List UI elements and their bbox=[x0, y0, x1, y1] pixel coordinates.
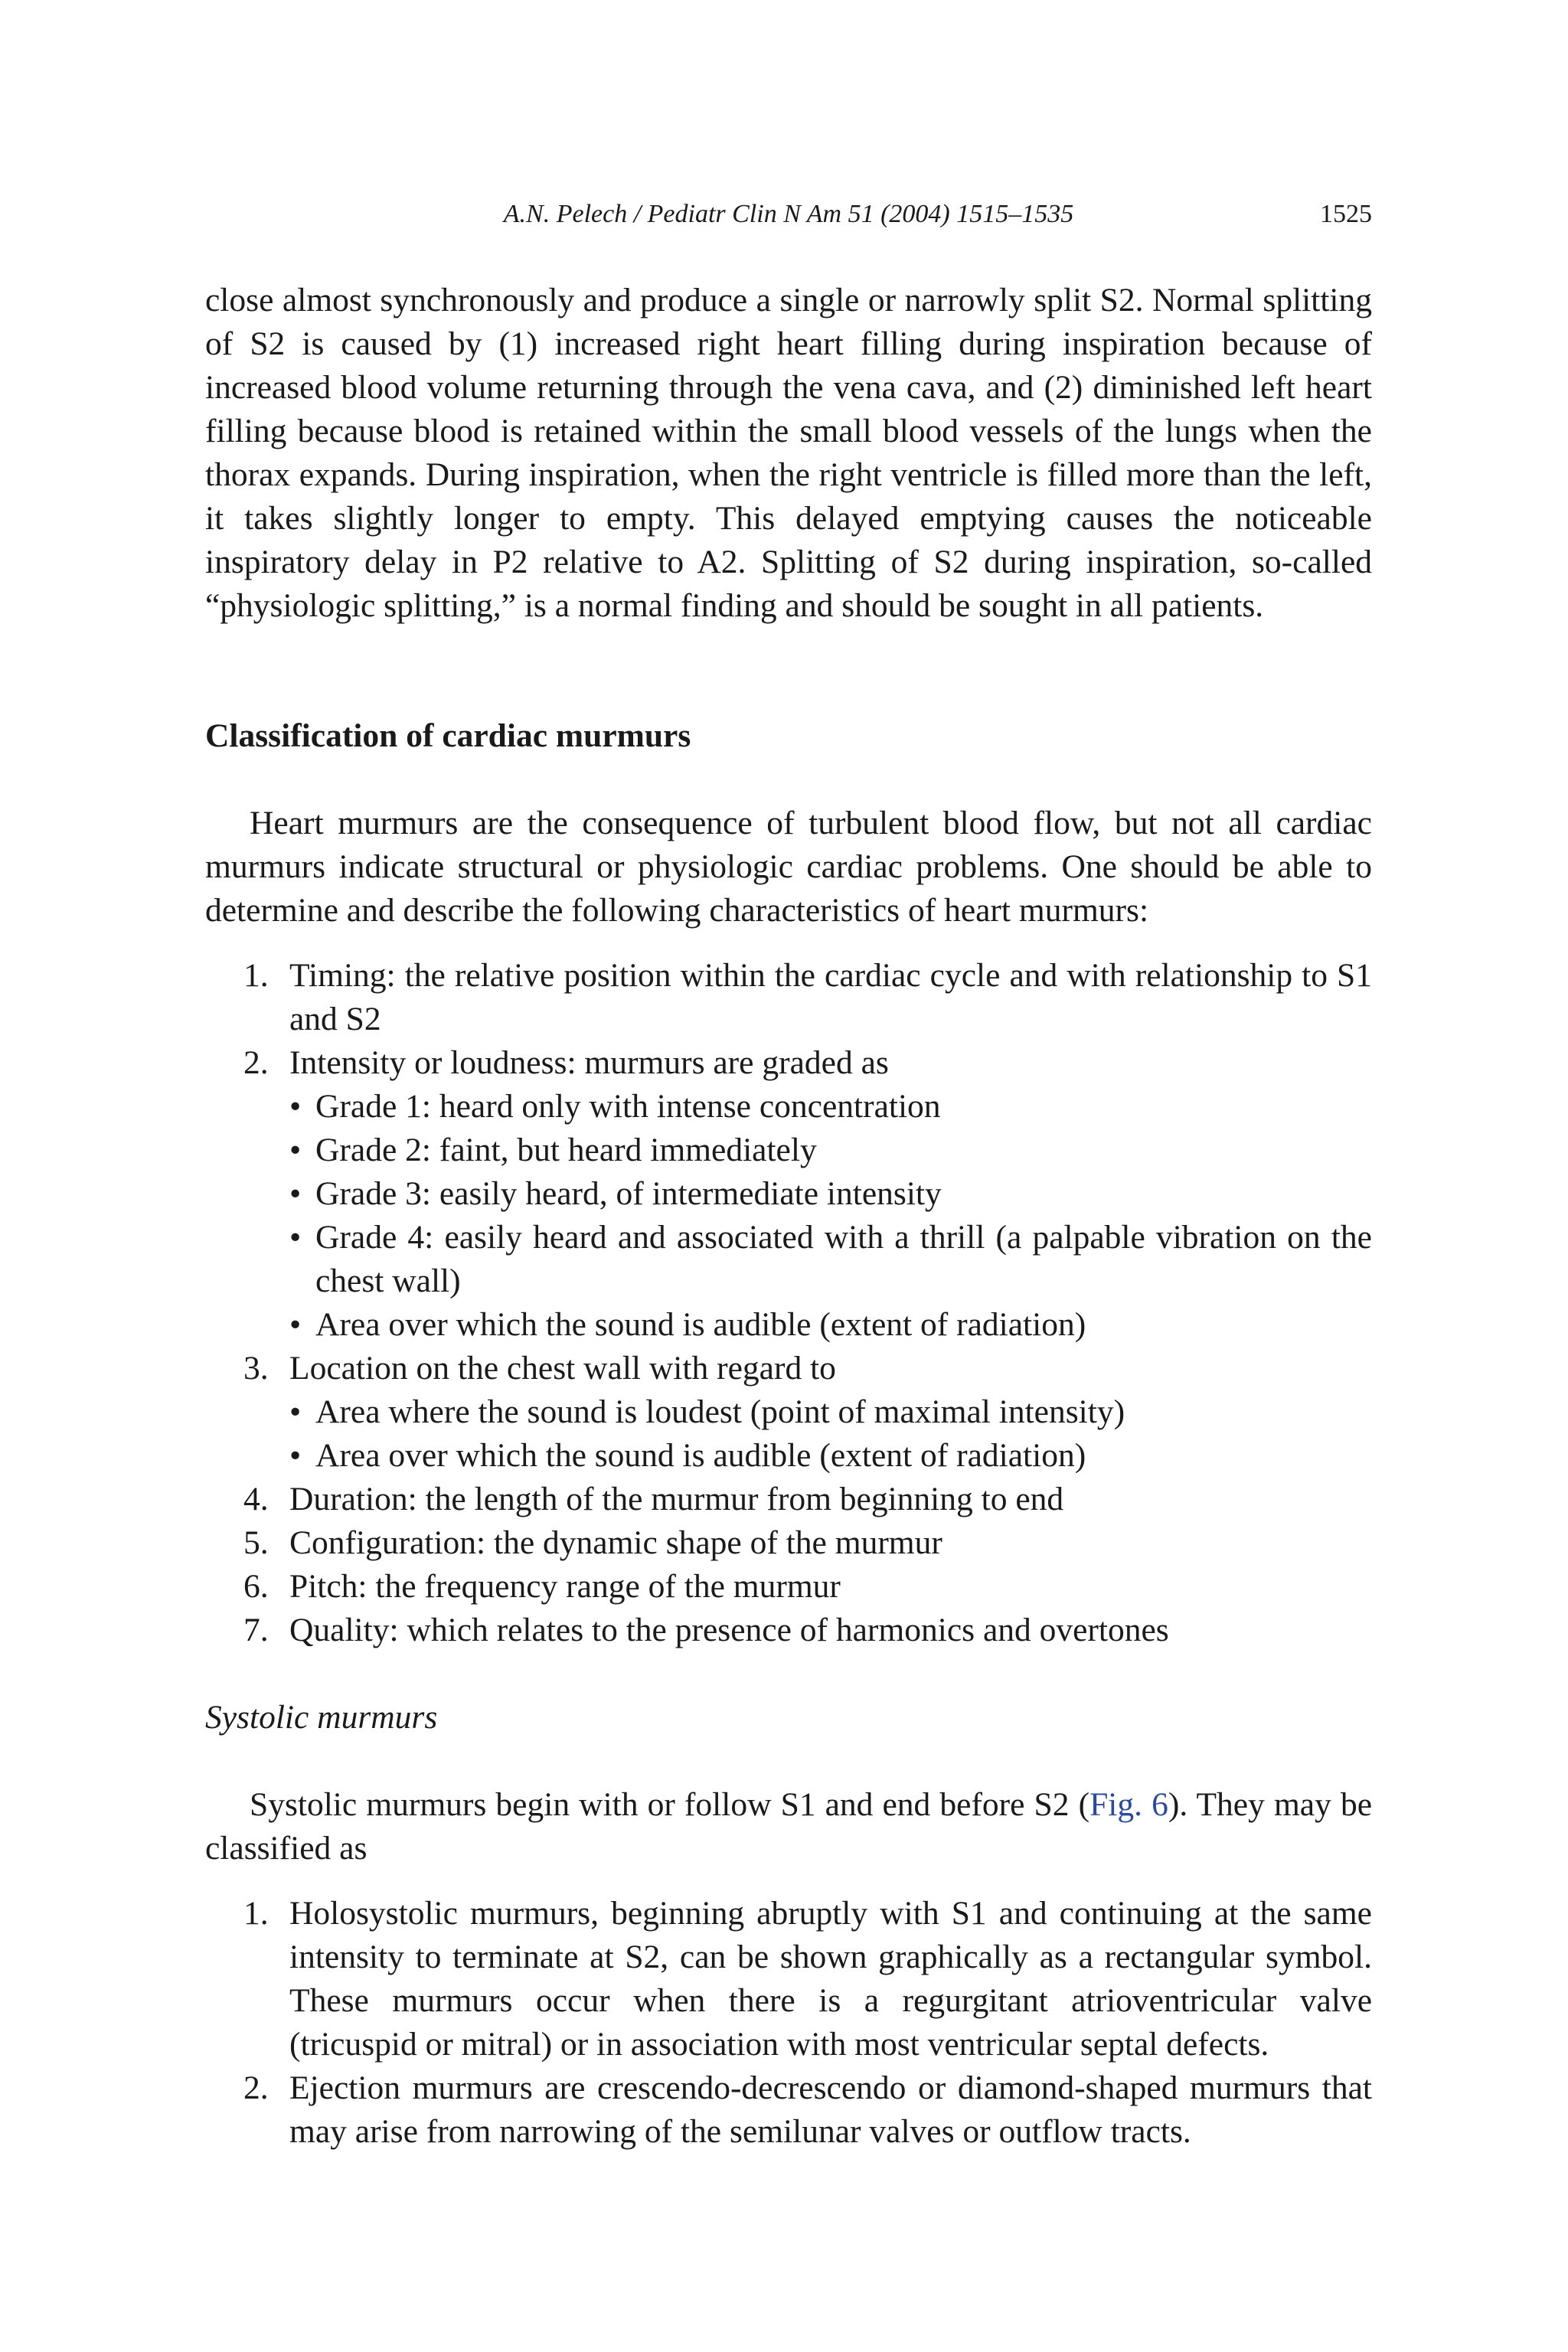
subsection-heading-systolic: Systolic murmurs bbox=[205, 1699, 438, 1736]
list-number: 2. bbox=[243, 2069, 269, 2106]
systolic-text-after: ). They may be classified as bbox=[205, 1786, 1372, 1867]
systolic-paragraph bbox=[205, 1783, 1372, 1870]
page-header bbox=[205, 196, 1372, 233]
list-item-text: Pitch: the frequency range of the murmur bbox=[289, 1568, 841, 1605]
bullet-text: Grade 2: faint, but heard immediately bbox=[315, 1132, 817, 1168]
list-item-text: Quality: which relates to the presence of harmonics and overtones bbox=[289, 1612, 1169, 1648]
page-number: 1525 bbox=[1320, 200, 1372, 228]
bullet-symbol: • bbox=[289, 1393, 302, 1430]
running-head: A.N. Pelech / Pediatr Clin N Am 51 (2004) 1515–1535 bbox=[503, 200, 1074, 228]
systolic-text-before: Systolic murmurs begin with or follow S1 and end before S2 ( bbox=[250, 1786, 1090, 1823]
bullet-item bbox=[289, 1303, 1372, 1347]
list-number: 6. bbox=[243, 1568, 269, 1605]
list-item bbox=[205, 1478, 1372, 1521]
list-item-text: Timing: the relative position within the cardiac cycle and with relationship to S1 and S2 bbox=[289, 957, 1372, 1037]
bullet-item bbox=[289, 1172, 1372, 1216]
list-number: 7. bbox=[243, 1612, 269, 1648]
bullet-symbol: • bbox=[289, 1219, 302, 1256]
section-heading-classification: Classification of cardiac murmurs bbox=[205, 717, 691, 754]
figure-6-link[interactable]: Fig. 6 bbox=[1089, 1786, 1168, 1823]
list-item-text: Ejection murmurs are crescendo-decrescendo or diamond-shaped murmurs that may arise from narrowing of the semilunar valves or outflow tracts. bbox=[289, 2069, 1372, 2150]
bullet-text: Area over which the sound is audible (extent of radiation) bbox=[315, 1437, 1086, 1474]
intro-paragraph: close almost synchronously and produce a single or narrowly split S2. Normal splitting of S2 is caused by (1) increased right heart filling during inspiration because of increased blood volume returning through the vena cava, and (2) diminished left heart filling because blood is retained within the small blood vessels of the lungs when the thorax expands. During inspiration, when the right ventricle is filled more than the left, it takes slightly longer to empty. This delayed emptying causes the noticeable inspiratory delay in P2 relative to A2. Splitting of S2 during inspiration, so-called “physiologic splitting,” is a normal finding and should be sought in all patients. bbox=[205, 282, 1372, 624]
list-item-text: Location on the chest wall with regard to bbox=[289, 1350, 836, 1387]
list-item bbox=[205, 1347, 1372, 1478]
list-number: 2. bbox=[243, 1044, 269, 1081]
characteristics-list bbox=[205, 954, 1372, 1652]
list-item bbox=[205, 1609, 1372, 1652]
list-item-text: Intensity or loudness: murmurs are graded as bbox=[289, 1044, 889, 1081]
list-item bbox=[205, 1565, 1372, 1609]
bullet-symbol: • bbox=[289, 1088, 302, 1125]
bullet-item bbox=[289, 1216, 1372, 1303]
list-item bbox=[205, 2066, 1372, 2154]
bullet-symbol: • bbox=[289, 1437, 302, 1474]
list-number: 1. bbox=[243, 1895, 269, 1932]
bullet-item bbox=[289, 1390, 1372, 1434]
list-number: 5. bbox=[243, 1524, 269, 1561]
list-number: 3. bbox=[243, 1350, 269, 1387]
intensity-grade-list bbox=[289, 1085, 1372, 1347]
classification-paragraph: Heart murmurs are the consequence of turbulent blood flow, but not all cardiac murmurs indicate structural or physiologic cardiac problems. One should be able to determine and describe the following characteristics of heart murmurs: bbox=[205, 805, 1372, 929]
bullet-item bbox=[289, 1085, 1372, 1129]
bullet-item bbox=[289, 1434, 1372, 1478]
bullet-text: Grade 3: easily heard, of intermediate intensity bbox=[315, 1175, 942, 1212]
bullet-symbol: • bbox=[289, 1306, 302, 1343]
bullet-text: Area where the sound is loudest (point of maximal intensity) bbox=[315, 1393, 1125, 1430]
bullet-text: Grade 4: easily heard and associated with a thrill (a palpable vibration on the chest wall) bbox=[315, 1219, 1372, 1299]
list-item-text: Configuration: the dynamic shape of the murmur bbox=[289, 1524, 942, 1561]
list-item-text: Duration: the length of the murmur from beginning to end bbox=[289, 1481, 1064, 1517]
systolic-types-list bbox=[205, 1892, 1372, 2154]
list-number: 1. bbox=[243, 957, 269, 994]
bullet-text: Grade 1: heard only with intense concentration bbox=[315, 1088, 941, 1125]
location-list bbox=[289, 1390, 1372, 1478]
list-item bbox=[205, 1041, 1372, 1347]
bullet-symbol: • bbox=[289, 1175, 302, 1212]
list-item bbox=[205, 1892, 1372, 2066]
article-body bbox=[205, 279, 1372, 2154]
list-number: 4. bbox=[243, 1481, 269, 1517]
list-item bbox=[205, 1521, 1372, 1565]
list-item-text: Holosystolic murmurs, beginning abruptly with S1 and continuing at the same intensity to terminate at S2, can be shown graphically as a rectangular symbol. These murmurs occur when there is a regurgitant atrioventricular valve (tricuspid or mitral) or in association with most ventricular septal defects. bbox=[289, 1895, 1372, 2063]
bullet-text: Area over which the sound is audible (extent of radiation) bbox=[315, 1306, 1086, 1343]
list-item bbox=[205, 954, 1372, 1041]
bullet-symbol: • bbox=[289, 1132, 302, 1168]
bullet-item bbox=[289, 1129, 1372, 1172]
